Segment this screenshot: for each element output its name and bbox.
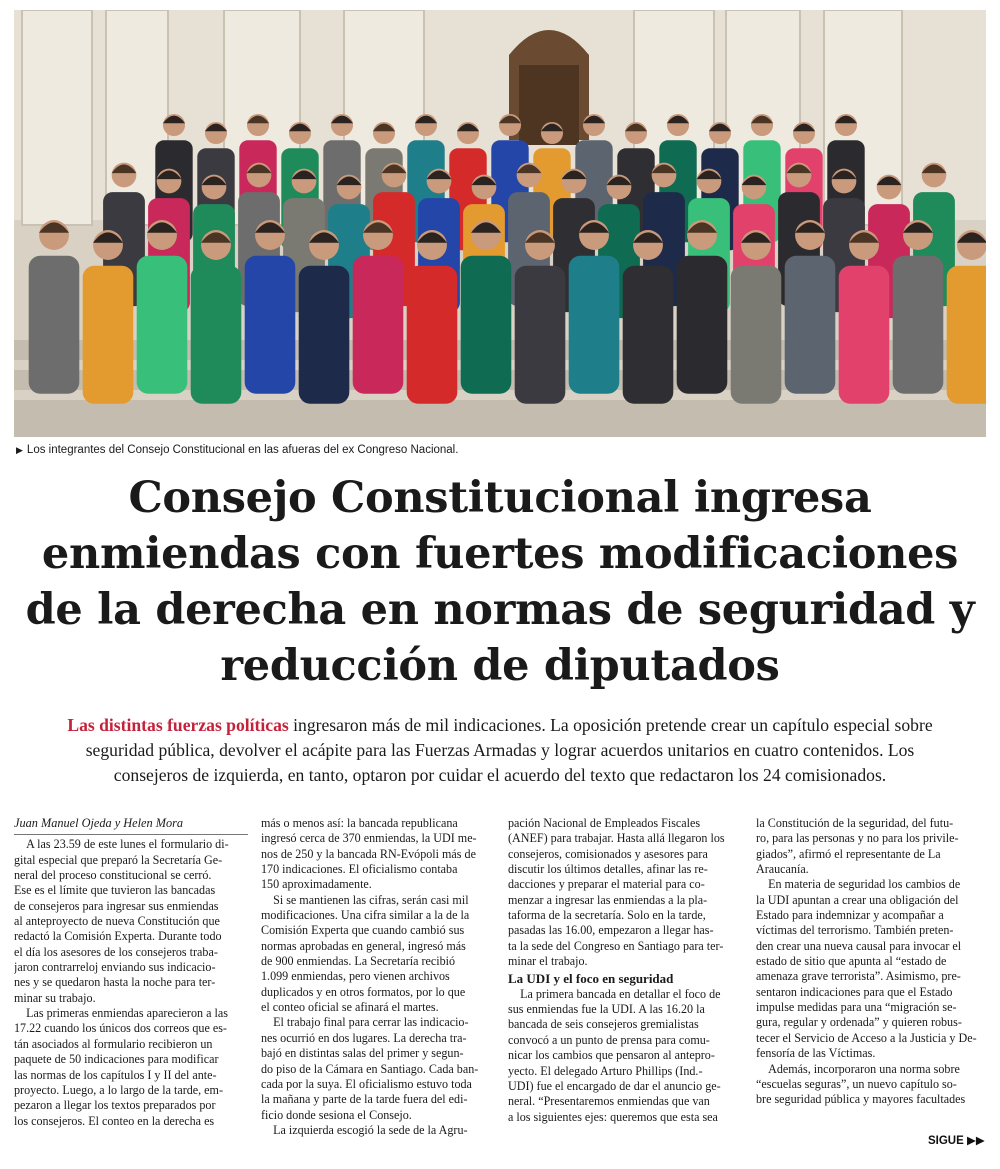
article-line: Araucanía. [756, 862, 809, 877]
lead-paragraph [20, 713, 980, 788]
article-line: neral. “Presentaremos enmiendas que van [508, 1094, 710, 1109]
article-body [14, 816, 990, 1151]
article-line: (ANEF) para trabajar. Hasta allá llegaron los [508, 831, 725, 846]
caption-text: Los integrantes del Consejo Constitucional en las afueras del ex Congreso Nacional. [26, 444, 459, 456]
article-line: minar el trabajo. [508, 954, 588, 969]
article-line: Si se mantienen las cifras, serán casi mil [261, 892, 469, 907]
article-line: El trabajo final para cerrar las indicacio- [261, 1015, 469, 1030]
article-line: Las primeras enmiendas aparecieron a las [14, 1006, 228, 1021]
article-line: UDI) fue el encargado de dar el anuncio ge- [508, 1078, 721, 1093]
article-line: cada por la suya. El oficialismo estuvo toda [261, 1076, 472, 1091]
lead-line-3: consejeros de izquierda, en tanto, optaron por cuidar el acuerdo del texto que redactaron los 24 comisionados. [113, 765, 887, 785]
headline [20, 470, 980, 694]
article-column-3 [508, 816, 742, 1151]
article-line: amenaza grave terrorista”. Asimismo, pre- [756, 969, 961, 984]
article-line: minar su trabajo. [14, 990, 96, 1005]
article-line: modificaciones. Una cifra similar a la de la [261, 908, 470, 923]
article-line: gura, regular y ordenada” y quieren robus- [756, 1015, 962, 1030]
article-line: nicar los cambios que pensaron al antepro- [508, 1048, 715, 1063]
article-line: “escuelas seguras”, un nuevo capítulo so- [756, 1076, 957, 1091]
article-line: al anteproyecto de nueva Constitución que [14, 914, 220, 929]
lead-line-1 [20, 713, 980, 738]
article-line: pezaron a llegar los textos preparados por [14, 1098, 216, 1113]
article-line: la Constitución de la seguridad, del futu- [756, 816, 954, 830]
article-line: tán asociados al formulario recibieron un [14, 1036, 213, 1051]
article-line: Ese es el límite que tuvieron las bancadas [14, 883, 216, 898]
article-line: La izquierda escogió la sede de la Agru- [261, 1122, 468, 1137]
article-line: ficio donde sesiona el Consejo. [261, 1107, 412, 1122]
article-line: discutir los últimos detalles, afinar las re- [508, 862, 708, 877]
article-line: bajó en distintas salas del primer y segun- [261, 1046, 464, 1061]
article-line: jaron contrarreloj enviando sus indicacio- [14, 960, 216, 975]
headline-line-4: reducción de diputados [220, 641, 780, 691]
article-line: taforma de la secretaría. Solo en la tarde, [508, 908, 706, 923]
article-line: Comisión Experta que cuando cambió sus [261, 923, 465, 938]
article-line: consejeros, comisionados y asesores para [508, 846, 708, 861]
article-line: menzar a ingresar las enmiendas a la pla- [508, 892, 708, 907]
article-line: más o menos así: la bancada republicana [261, 816, 458, 830]
article-line: Además, incorporaron una norma sobre [756, 1061, 960, 1076]
photo-caption [16, 442, 976, 458]
article-line: A las 23.59 de este lunes el formulario di- [14, 837, 229, 852]
article-line: estado de sitio que apunta al “estado de [756, 954, 947, 969]
article-line: duplicados y en otros formatos, por lo que [261, 984, 466, 999]
article-line: La primera bancada en detallar el foco de [508, 986, 721, 1001]
article-column-1 [14, 816, 248, 1151]
headline-line-1: Consejo Constitucional ingresa [128, 473, 872, 523]
article-line: paquete de 50 indicaciones para modificar [14, 1052, 219, 1067]
article-line: impulse medidas para una “migración se- [756, 1000, 957, 1015]
article-line: dacciones y preparar el material para co- [508, 877, 705, 892]
section-subheading: La UDI y el foco en seguridad [508, 971, 674, 987]
article-line: redactó la Comisión Experta. Durante todo [14, 929, 222, 944]
article-line: ingresó cerca de 370 enmiendas, la UDI me- [261, 831, 477, 846]
article-line: Estado para indemnizar y acompañar a [756, 908, 944, 923]
article-line: proyecto. Luego, a lo largo de la tarde, em- [14, 1082, 223, 1097]
article-line: el día los asesores de los consejeros traba- [14, 944, 218, 959]
article-line: víctimas del terrorismo. También preten- [756, 923, 954, 938]
article-line: 150 aproximadamente. [261, 877, 372, 892]
article-line: tecer el Servicio de Acceso a la Justicia y De- [756, 1030, 977, 1045]
article-line: la UDI apuntan a crear una obligación del [756, 892, 959, 907]
headline-line-2: enmiendas con fuertes modificaciones [41, 529, 959, 579]
article-line: los consejeros. El conteo en la derecha es [14, 1113, 215, 1128]
article-line: de consejeros para ingresar sus enmiendas [14, 898, 219, 913]
article-line: pación Nacional de Empleados Fiscales [508, 816, 701, 830]
caption-triangle-icon: ▶ [16, 445, 23, 455]
article-line: 1.099 enmiendas, pero vienen archivos [261, 969, 450, 984]
lead-line-1-rest: ingresaron más de mil indicaciones. La oposición pretende crear un capítulo especial sobre [288, 715, 933, 735]
article-line: neral del proceso constitucional se cerró. [14, 868, 212, 883]
lead-accent: Las distintas fuerzas políticas [67, 715, 289, 735]
article-line: 17.22 cuando los únicos dos correos que es- [14, 1021, 227, 1036]
article-line: giados”, afirmó el representante de La [756, 846, 941, 861]
article-line: nes y se quedaron hasta la noche para ter- [14, 975, 216, 990]
article-line: el conteo oficial se afinará el martes. [261, 1000, 439, 1015]
article-line: la mañana y parte de la tarde fuera del edi- [261, 1092, 468, 1107]
continue-marker: SIGUE ▶▶ [928, 1135, 985, 1147]
article-line: den crear una nueva causal para invocar el [756, 938, 962, 953]
headline-line-3: de la derecha en normas de seguridad y [25, 585, 975, 635]
article-column-4 [756, 816, 990, 1151]
article-line: 170 indicaciones. El oficialismo contaba [261, 862, 458, 877]
article-line: pasadas las 16.00, empezaron a llegar has- [508, 923, 714, 938]
group-photo [14, 10, 986, 437]
article-line: ta la sede del Congreso en Santiago para ter- [508, 938, 724, 953]
article-line: fensoría de las Víctimas. [756, 1046, 876, 1061]
lead-line-2: seguridad pública, devolver el acápite para las Fuerzas Armadas y lograr acuerdos unitarios en cuatro contenidos. Los [85, 740, 915, 760]
article-line: sentaron indicaciones para que el Estado [756, 984, 953, 999]
byline: Juan Manuel Ojeda y Helen Mora [14, 816, 248, 835]
article-line: nos de 250 y la bancada RN-Evópoli más de [261, 846, 476, 861]
article-line: las normas de los capítulos I y II del ante- [14, 1067, 217, 1082]
article-line: a los siguientes ejes: queremos que esta sea [508, 1109, 718, 1124]
article-column-2 [261, 816, 495, 1151]
article-line: sus enmiendas fue la UDI. A las 16.20 la [508, 1002, 705, 1017]
article-line: convocó a un punto de prensa para comu- [508, 1032, 710, 1047]
article-line: bre seguridad pública y mayores facultades [756, 1092, 966, 1107]
article-line: nes ocurrió en dos lugares. La derecha tra- [261, 1030, 467, 1045]
group-photo-illustration [14, 10, 986, 437]
article-line: ro, para las personas y no para los privile- [756, 831, 959, 846]
article-line: normas aprobadas en general, ingresó más [261, 938, 466, 953]
article-line: de 900 enmiendas. La Secretaría recibió [261, 954, 456, 969]
article-line: yecto. El delegado Arturo Phillips (Ind.- [508, 1063, 703, 1078]
article-line: do piso de la Cámara en Santiago. Cada ban- [261, 1061, 479, 1076]
article-line: gital especial que preparó la Secretaría Ge- [14, 852, 223, 867]
article-line: bancada de seis consejeros gremialistas [508, 1017, 699, 1032]
article-line: En materia de seguridad los cambios de [756, 877, 961, 892]
